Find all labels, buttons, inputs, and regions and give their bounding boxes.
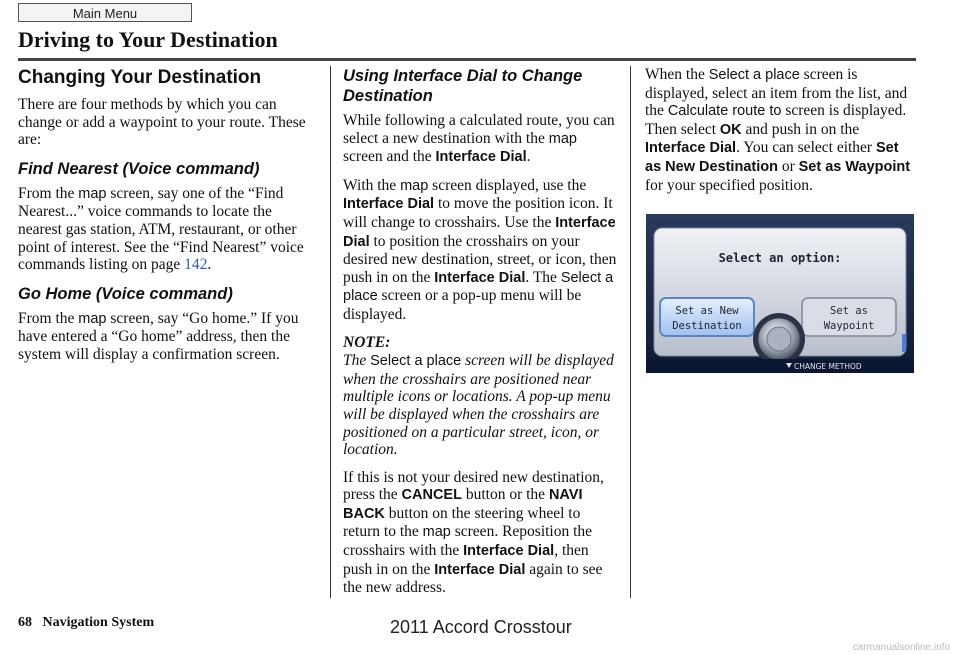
change-method-label: CHANGE METHOD xyxy=(794,362,862,371)
nav-screen-image xyxy=(646,214,914,373)
svg-text:Set as: Set as xyxy=(830,305,868,317)
note-paragraph: The Select a place screen will be displayed when the crosshairs are positioned near multiple icons or locations. A pop-up menu will be displayed when the crosshairs are positioned on a particular street, icon, or location. xyxy=(343,352,614,459)
screen-prompt: Select an option: xyxy=(718,251,842,265)
page-link[interactable]: 142 xyxy=(184,256,208,274)
main-menu-button[interactable]: Main Menu xyxy=(18,3,192,22)
find-nearest-heading: Find Nearest (Voice command) xyxy=(18,159,260,178)
page-number: 68 xyxy=(18,615,32,630)
watermark: carmanualsonline.info xyxy=(852,642,950,653)
paragraph-1: While following a calculated route, you can select a new destination with the map screen and the Interface Dial. xyxy=(343,112,615,166)
paragraph-3: If this is not your desired new destination, press the CANCEL button or the NAVI BACK button on the steering wheel to return to the map screen. Reposition the crosshairs with the Interface Dial, then push in on the Interface Dial again to see the new address. xyxy=(343,468,604,597)
paragraph-2: With the map screen displayed, use the Interface Dial to move the position icon. It will change to crosshairs. Use the Interface Dial to position the crosshairs on your desired new destination, street, or icon, then push in on the Interface Dial. The Select a place screen or a pop-up menu will be displayed. xyxy=(343,176,617,323)
intro-paragraph: There are four methods by which you can change or add a waypoint to your route. These are: xyxy=(18,96,306,149)
header-divider xyxy=(18,58,916,61)
go-home-paragraph: From the map screen, say “Go home.” If you have entered a “Go home” address, then the system will display a confirmation screen. xyxy=(18,309,299,363)
svg-text:Destination: Destination xyxy=(672,320,742,332)
interface-dial-icon xyxy=(753,313,805,365)
svg-text:Waypoint: Waypoint xyxy=(823,320,875,332)
ui-term: map xyxy=(78,185,107,202)
paragraph-1: When the Select a place screen is displayed, select an item from the list, and the Calculate route to screen is displayed. Then select OK and push in on the Interface Dial. You can select either Set as New Destination or Set as Waypoint for your specified position. xyxy=(645,66,911,194)
svg-text:Set as New: Set as New xyxy=(675,305,739,317)
footer-model: 2011 Accord Crosstour xyxy=(390,617,572,637)
find-nearest-paragraph: From the map screen, say one of the “Find Nearest...” voice commands to locate the nearest gas station, ATM, restaurant, or other point of interest. See the “Find Nearest” voice commands listing on page 142. xyxy=(18,184,304,274)
go-home-heading: Go Home (Voice command) xyxy=(18,284,233,303)
set-as-waypoint-button[interactable] xyxy=(802,298,896,336)
set-as-new-destination-button[interactable] xyxy=(660,298,754,336)
nav-screen-illustration xyxy=(646,214,914,373)
footer-page-label xyxy=(18,615,154,631)
column-2 xyxy=(343,66,618,607)
column-3 xyxy=(645,66,915,204)
column-divider-1 xyxy=(330,66,331,598)
interface-dial-heading: Using Interface Dial to Change Destination xyxy=(343,67,583,105)
page-title: Driving to Your Destination xyxy=(18,27,278,52)
section-heading: Changing Your Destination xyxy=(18,67,262,88)
footer-section: Navigation System xyxy=(42,615,155,630)
column-1 xyxy=(18,66,318,374)
note-label: NOTE: xyxy=(343,333,391,351)
ui-term: map xyxy=(78,310,107,327)
column-divider-2 xyxy=(630,66,631,598)
